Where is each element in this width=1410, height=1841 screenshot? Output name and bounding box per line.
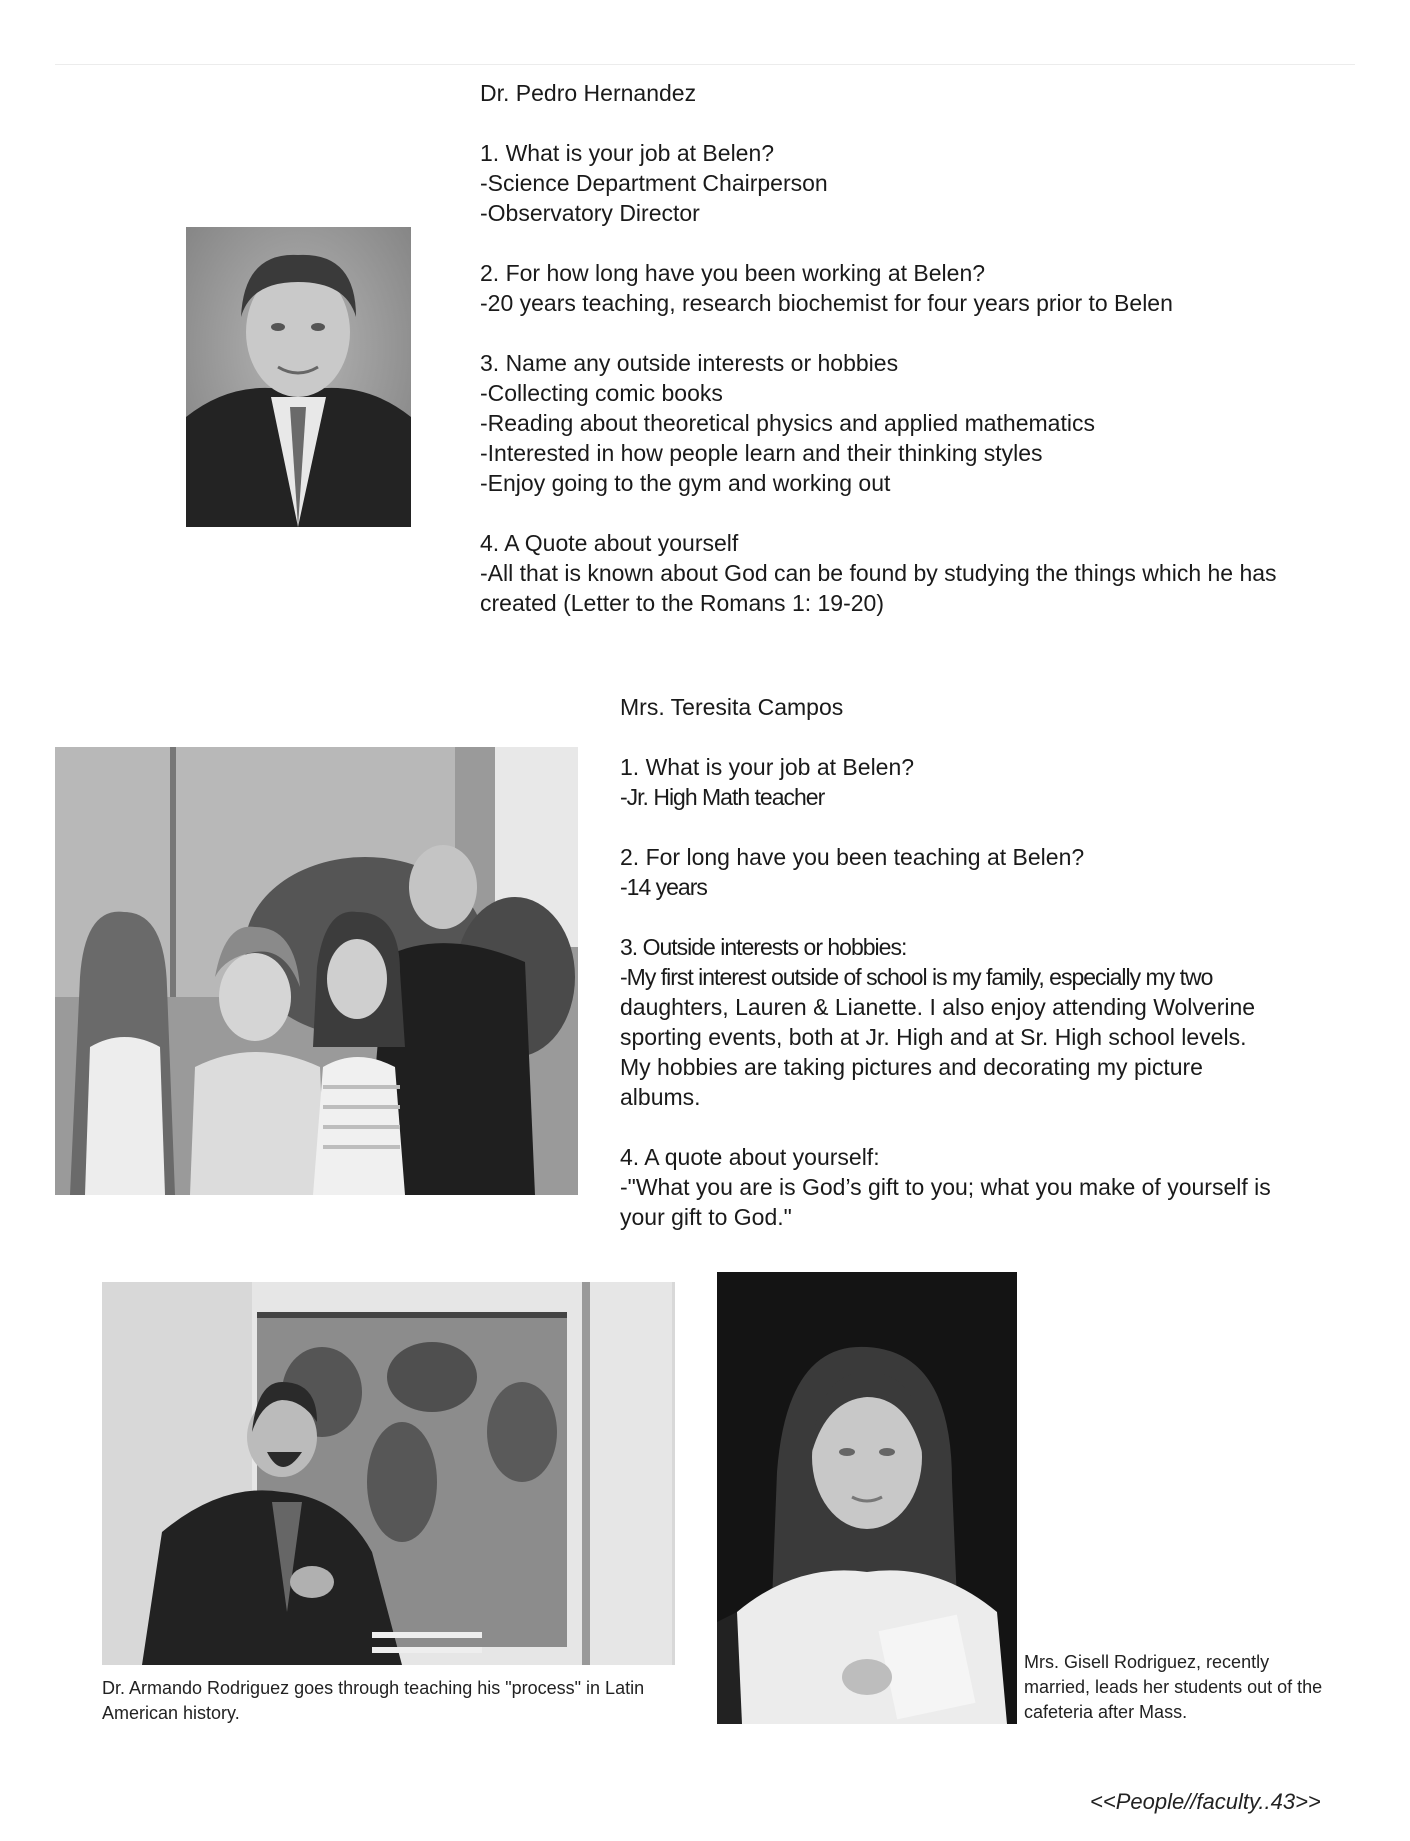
caption-line: American history.: [102, 1703, 240, 1723]
question-2: 2. For how long have you been working at Belen?: [480, 260, 986, 286]
answer-line: -"What you are is God’s gift to you; what you make of yourself is: [620, 1174, 1271, 1200]
question-2: 2. For long have you been teaching at Belen?: [620, 844, 1085, 870]
armando-rodriguez-photo: [102, 1282, 675, 1665]
caption-line: cafeteria after Mass.: [1024, 1702, 1188, 1722]
answer-line: sporting events, both at Jr. High and at Sr. High school levels.: [620, 1024, 1247, 1050]
answer-line: -20 years teaching, research biochemist for four years prior to Belen: [480, 290, 1173, 316]
caption-line: Mrs. Gisell Rodriguez, recently: [1024, 1652, 1270, 1672]
answer-line: daughters, Lauren & Lianette. I also enjoy attending Wolverine: [620, 994, 1256, 1020]
answer-line: -14 years: [620, 874, 707, 900]
answer-line: -Jr. High Math teacher: [620, 784, 825, 810]
gisell-rodriguez-caption: [1024, 1650, 1364, 1725]
answer-line: -Interested in how people learn and their thinking styles: [480, 440, 1043, 466]
answer-line: -Enjoy going to the gym and working out: [480, 470, 891, 496]
caption-line: Dr. Armando Rodriguez goes through teaching his "process" in Latin: [102, 1678, 645, 1698]
armando-rodriguez-caption: [102, 1676, 702, 1726]
caption-line: married, leads her students out of the: [1024, 1677, 1323, 1697]
answer-line: -All that is known about God can be found by studying the things which he has: [480, 560, 1277, 586]
question-4: 4. A quote about yourself:: [620, 1144, 880, 1170]
question-1: 1. What is your job at Belen?: [480, 140, 775, 166]
answer-line: albums.: [620, 1084, 701, 1110]
pedro-hernandez-photo: [186, 227, 411, 527]
answer-line: -Reading about theoretical physics and applied mathematics: [480, 410, 1095, 436]
top-rule: [55, 64, 1355, 65]
answer-line: your gift to God.": [620, 1204, 792, 1230]
answer-line: My hobbies are taking pictures and decorating my picture: [620, 1054, 1203, 1080]
answer-line: created (Letter to the Romans 1: 19-20): [480, 590, 884, 616]
question-3: 3. Outside interests or hobbies:: [620, 934, 907, 960]
question-1: 1. What is your job at Belen?: [620, 754, 915, 780]
answer-line: -Science Department Chairperson: [480, 170, 828, 196]
answer-line: -Observatory Director: [480, 200, 700, 226]
answer-line: -My first interest outside of school is my family, especially my two: [620, 964, 1213, 990]
profile-name: Mrs. Teresita Campos: [620, 694, 844, 720]
page-footer: <<People//faculty..43>>: [1090, 1789, 1321, 1814]
question-3: 3. Name any outside interests or hobbies: [480, 350, 899, 376]
profile-name: Dr. Pedro Hernandez: [480, 80, 697, 106]
answer-line: -Collecting comic books: [480, 380, 723, 406]
question-4: 4. A Quote about yourself: [480, 530, 739, 556]
pedro-hernandez-profile: [480, 78, 1340, 618]
campos-family-photo: [55, 747, 578, 1195]
gisell-rodriguez-photo: [717, 1272, 1017, 1724]
teresita-campos-profile: [620, 692, 1340, 1232]
